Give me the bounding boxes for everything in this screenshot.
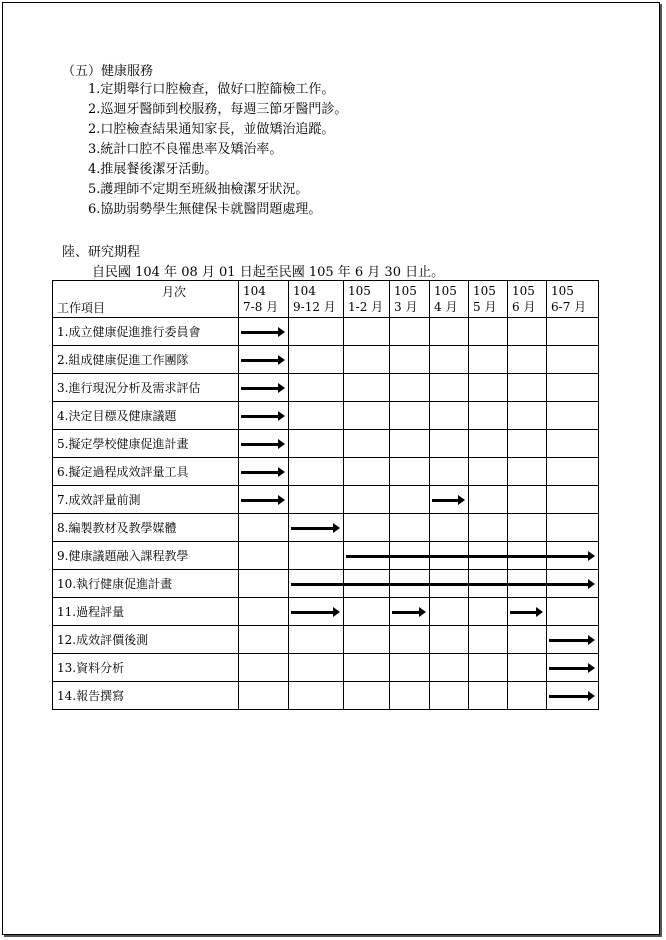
table-row <box>53 430 599 458</box>
schedule-cell <box>508 654 547 682</box>
month-header-year: 104 <box>293 284 316 298</box>
health-service-item: 2.口腔檢查結果通知家長，並做矯治追蹤。 <box>88 122 335 137</box>
schedule-arrow <box>392 611 420 614</box>
schedule-arrow <box>241 499 279 502</box>
schedule-cell <box>547 598 599 626</box>
month-header <box>430 281 469 318</box>
schedule-cell <box>344 318 390 346</box>
schedule-cell <box>430 374 469 402</box>
task-label: 1.成立健康促進推行委員會 <box>53 318 239 346</box>
schedule-cell <box>508 374 547 402</box>
schedule-cell <box>508 458 547 486</box>
schedule-cell <box>289 626 344 654</box>
schedule-cell <box>289 514 344 542</box>
schedule-cell <box>430 318 469 346</box>
schedule-cell <box>289 542 344 570</box>
header-item-label: 工作項目 <box>57 301 106 315</box>
schedule-cell <box>390 598 430 626</box>
table-row <box>53 346 599 374</box>
schedule-arrow <box>510 611 537 614</box>
task-label: 6.擬定過程成效評量工具 <box>53 458 239 486</box>
month-header-year: 105 <box>473 284 496 298</box>
month-header-range: 7-8 月 <box>243 300 279 314</box>
schedule-arrow <box>241 331 279 334</box>
task-label: 14.報告撰寫 <box>53 682 239 710</box>
schedule-cell <box>430 458 469 486</box>
schedule-arrow <box>241 443 279 446</box>
table-row <box>53 570 599 598</box>
schedule-cell <box>469 458 508 486</box>
schedule-cell <box>344 402 390 430</box>
schedule-arrow <box>346 555 589 558</box>
schedule-cell <box>289 682 344 710</box>
month-header-range: 6-7 月 <box>551 300 587 314</box>
schedule-arrow <box>432 499 459 502</box>
schedule-cell <box>547 346 599 374</box>
schedule-cell <box>430 598 469 626</box>
schedule-cell <box>508 598 547 626</box>
schedule-cell <box>469 682 508 710</box>
schedule-cell <box>239 458 289 486</box>
task-label: 2.組成健康促進工作團隊 <box>53 346 239 374</box>
month-header-year: 104 <box>243 284 266 298</box>
table-header-corner <box>53 281 239 318</box>
schedule-cell <box>508 402 547 430</box>
task-label: 13.資料分析 <box>53 654 239 682</box>
schedule-cell <box>239 430 289 458</box>
schedule-cell <box>344 374 390 402</box>
schedule-cell <box>344 430 390 458</box>
schedule-cell <box>469 514 508 542</box>
schedule-arrow <box>291 583 589 586</box>
schedule-cell <box>239 486 289 514</box>
schedule-cell <box>390 626 430 654</box>
research-period-text: 自民國 104 年 08 月 01 日起至民國 105 年 6 月 30 日止。 <box>92 265 445 280</box>
schedule-cell <box>289 402 344 430</box>
schedule-cell <box>469 318 508 346</box>
schedule-cell <box>289 486 344 514</box>
schedule-cell <box>239 598 289 626</box>
schedule-cell <box>239 514 289 542</box>
schedule-cell <box>344 542 390 570</box>
health-service-item: 4.推展餐後潔牙活動。 <box>88 162 218 177</box>
health-services-list <box>88 80 347 220</box>
schedule-cell <box>430 626 469 654</box>
schedule-cell <box>469 486 508 514</box>
schedule-cell <box>344 346 390 374</box>
schedule-cell <box>547 374 599 402</box>
schedule-cell <box>390 458 430 486</box>
schedule-cell <box>289 654 344 682</box>
schedule-cell <box>390 486 430 514</box>
schedule-cell <box>508 318 547 346</box>
schedule-cell <box>289 318 344 346</box>
schedule-cell <box>239 346 289 374</box>
table-row <box>53 542 599 570</box>
month-header <box>390 281 430 318</box>
schedule-arrow <box>291 527 334 530</box>
schedule-cell <box>547 318 599 346</box>
schedule-cell <box>390 346 430 374</box>
schedule-cell <box>430 654 469 682</box>
task-label: 4.決定目標及健康議題 <box>53 402 239 430</box>
schedule-cell <box>344 458 390 486</box>
month-header-range: 1-2 月 <box>348 300 384 314</box>
schedule-cell <box>469 598 508 626</box>
schedule-cell <box>508 430 547 458</box>
task-label: 3.進行現況分析及需求評估 <box>53 374 239 402</box>
schedule-cell <box>289 374 344 402</box>
month-header-year: 105 <box>394 284 417 298</box>
health-service-item: 1.定期舉行口腔檢查，做好口腔篩檢工作。 <box>88 82 335 97</box>
schedule-cell <box>239 654 289 682</box>
schedule-cell <box>547 486 599 514</box>
schedule-cell <box>390 654 430 682</box>
schedule-cell <box>547 626 599 654</box>
month-header <box>508 281 547 318</box>
schedule-arrow <box>549 695 589 698</box>
schedule-table <box>52 280 599 710</box>
month-header <box>239 281 289 318</box>
month-header <box>344 281 390 318</box>
schedule-cell <box>547 458 599 486</box>
research-period-title: 陸、研究期程 <box>62 245 141 260</box>
month-header-range: 6 月 <box>512 300 536 314</box>
schedule-cell <box>469 374 508 402</box>
month-header <box>469 281 508 318</box>
schedule-cell <box>390 374 430 402</box>
schedule-cell <box>239 626 289 654</box>
task-label: 9.健康議題融入課程教學 <box>53 542 239 570</box>
schedule-cell <box>508 486 547 514</box>
schedule-arrow <box>241 359 279 362</box>
schedule-cell <box>469 654 508 682</box>
health-services-title: （五）健康服務 <box>62 64 154 79</box>
task-label: 10.執行健康促進計畫 <box>53 570 239 598</box>
schedule-cell <box>547 402 599 430</box>
table-row <box>53 458 599 486</box>
schedule-cell <box>344 682 390 710</box>
month-header-range: 9-12 月 <box>293 300 336 314</box>
schedule-cell <box>390 318 430 346</box>
schedule-cell <box>547 654 599 682</box>
table-row <box>53 374 599 402</box>
schedule-cell <box>344 654 390 682</box>
schedule-cell <box>430 514 469 542</box>
month-header <box>289 281 344 318</box>
task-label: 11.過程評量 <box>53 598 239 626</box>
schedule-cell <box>239 542 289 570</box>
schedule-cell <box>390 514 430 542</box>
schedule-cell <box>430 346 469 374</box>
table-row <box>53 514 599 542</box>
schedule-cell <box>508 626 547 654</box>
health-service-item: 6.協助弱勢學生無健保卡就醫問題處理。 <box>88 202 322 217</box>
schedule-cell <box>239 318 289 346</box>
schedule-cell <box>344 486 390 514</box>
month-header-range: 5 月 <box>473 300 497 314</box>
schedule-cell <box>239 682 289 710</box>
schedule-cell <box>289 570 344 598</box>
schedule-cell <box>289 346 344 374</box>
schedule-cell <box>430 430 469 458</box>
month-header-range: 3 月 <box>394 300 418 314</box>
schedule-cell <box>469 430 508 458</box>
schedule-cell <box>344 626 390 654</box>
health-service-item: 2.巡迴牙醫師到校服務，每週三節牙醫門診。 <box>88 102 348 117</box>
health-service-item: 3.統計口腔不良罹患率及矯治率。 <box>88 142 283 157</box>
schedule-cell <box>390 430 430 458</box>
schedule-cell <box>547 430 599 458</box>
schedule-arrow <box>241 471 279 474</box>
schedule-cell <box>469 402 508 430</box>
schedule-cell <box>289 430 344 458</box>
schedule-cell <box>430 682 469 710</box>
schedule-cell <box>430 486 469 514</box>
schedule-cell <box>390 402 430 430</box>
schedule-arrow <box>291 611 334 614</box>
schedule-cell <box>289 458 344 486</box>
schedule-cell <box>239 374 289 402</box>
table-row <box>53 682 599 710</box>
schedule-cell <box>547 682 599 710</box>
table-row <box>53 654 599 682</box>
month-header-year: 105 <box>434 284 457 298</box>
schedule-arrow <box>241 415 279 418</box>
month-header-year: 105 <box>348 284 371 298</box>
task-label: 12.成效評價後測 <box>53 626 239 654</box>
month-header-year: 105 <box>551 284 574 298</box>
schedule-cell <box>469 626 508 654</box>
schedule-arrow <box>549 639 589 642</box>
month-header-range: 4 月 <box>434 300 458 314</box>
schedule-cell <box>344 514 390 542</box>
header-month-label: 月次 <box>161 285 186 299</box>
month-header-year: 105 <box>512 284 535 298</box>
table-row <box>53 626 599 654</box>
table-row <box>53 402 599 430</box>
schedule-cell <box>469 346 508 374</box>
schedule-cell <box>430 402 469 430</box>
schedule-cell <box>390 682 430 710</box>
health-service-item: 5.護理師不定期至班級抽檢潔牙狀況。 <box>88 182 309 197</box>
schedule-cell <box>547 514 599 542</box>
schedule-cell <box>508 346 547 374</box>
table-row <box>53 486 599 514</box>
table-row <box>53 318 599 346</box>
schedule-arrow <box>549 667 589 670</box>
month-header <box>547 281 599 318</box>
schedule-cell <box>344 598 390 626</box>
schedule-cell <box>289 598 344 626</box>
schedule-arrow <box>241 387 279 390</box>
task-label: 8.編製教材及教學媒體 <box>53 514 239 542</box>
schedule-cell <box>508 682 547 710</box>
schedule-cell <box>508 514 547 542</box>
table-row <box>53 598 599 626</box>
schedule-cell <box>239 402 289 430</box>
task-label: 5.擬定學校健康促進計畫 <box>53 430 239 458</box>
task-label: 7.成效評量前測 <box>53 486 239 514</box>
schedule-cell <box>239 570 289 598</box>
